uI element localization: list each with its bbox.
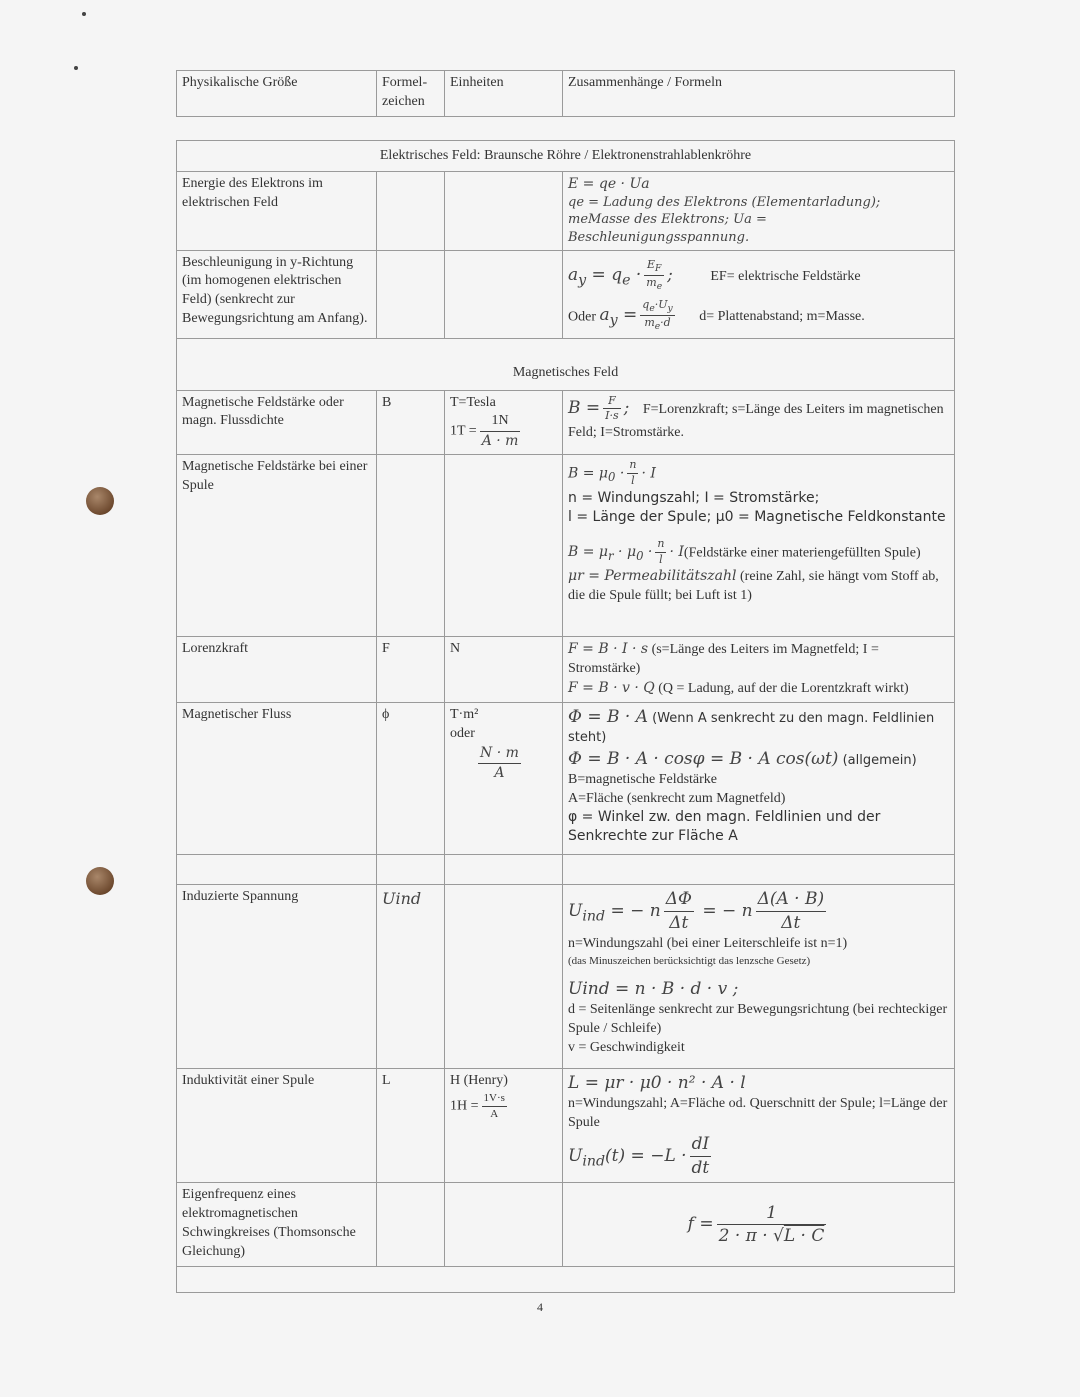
formula: E = qe · Ua — [568, 176, 650, 192]
formula: μr = Permeabilitätszahl — [568, 568, 737, 585]
table-row — [177, 172, 955, 251]
unit-text: oder — [450, 725, 475, 741]
symbol-cell — [377, 1183, 445, 1267]
formula-note: φ = Winkel zw. den magn. Feldlinien und der Senkrechte zur Fläche A — [568, 809, 881, 845]
formula-cell — [563, 702, 955, 854]
quantity-name: Lorenzkraft — [177, 637, 377, 703]
table-row-empty — [177, 854, 955, 884]
unit-cell — [445, 1183, 563, 1267]
table-row — [177, 250, 955, 338]
quantity-name: Eigenfrequenz eines elektromagnetischen Schwingkreises (Thomsonsche Gleichung) — [177, 1183, 377, 1267]
symbol-cell — [377, 455, 445, 637]
table-row — [177, 637, 955, 703]
formula-note: A=Fläche (senkrecht zum Magnetfeld) — [568, 790, 786, 806]
formula-note: n=Windungszahl; A=Fläche od. Querschnitt der Spule; l=Länge der Spule — [568, 1095, 948, 1130]
or-label: Oder — [568, 309, 596, 325]
symbol-cell: ϕ — [377, 702, 445, 854]
quantity-name: Magnetischer Fluss — [177, 702, 377, 854]
unit-cell: N — [445, 637, 563, 703]
physics-table — [176, 140, 955, 1293]
formula: Φ = B · A · cosφ = B · A cos(ωt) — [568, 748, 839, 769]
formula-note: d= Plattenabstand; m=Masse. — [699, 309, 865, 325]
punch-hole — [86, 867, 114, 895]
formula-cell — [563, 1068, 955, 1183]
quantity-name: Magnetische Feldstärke oder magn. Flussdichte — [177, 390, 377, 455]
unit-cell — [445, 702, 563, 854]
formula: $B = \mu_r \cdot \mu_0$ · $\frac{n}{l}$ · I — [568, 536, 684, 566]
formula: $U_{ind}$ = − n $\frac{\Delta\Phi}{\Delta t}$ = − n $\frac{\Delta(A \cdot B)}{\Delta t}$ — [568, 888, 825, 933]
formula-note: d = Seitenlänge senkrecht zur Bewegungsrichtung (bei rechteckiger Spule / Schleife) — [568, 1002, 948, 1037]
formula-note: EF= elektrische Feldstärke — [710, 269, 861, 285]
formula: $a_y$ = $\frac{q_e\cdot U_y}{m_e\cdot d}$ — [599, 297, 673, 333]
formula-cell — [563, 637, 955, 703]
unit-text: H (Henry) — [450, 1072, 508, 1088]
unit-text: T·m² — [450, 706, 479, 722]
header-table — [176, 70, 955, 117]
quantity-name: Magnetische Feldstärke bei einer Spule — [177, 455, 377, 637]
formula-note: meMasse des Elektrons; Ua = Beschleunigungsspannung. — [568, 212, 767, 245]
punch-hole — [86, 487, 114, 515]
unit-cell — [445, 884, 563, 1068]
table-row — [177, 455, 955, 637]
formula: Uind = n · B · d · v ; — [568, 979, 739, 1000]
formula-note: (s=Länge des Leiters im Magnetfeld; I = Stromstärke) — [568, 642, 879, 677]
quantity-name: Induzierte Spannung — [177, 884, 377, 1068]
formula: F = B · I · s — [568, 641, 649, 658]
formula: Φ = B · A — [568, 706, 648, 727]
symbol-cell — [377, 250, 445, 338]
section-electric-field: Elektrisches Feld: Braunsche Röhre / Elektronenstrahlablenkröhre — [177, 141, 955, 172]
formula: B = $\frac{F}{I\cdot s}$ ; — [568, 393, 630, 423]
unit-formula: 1T = $\frac{1N}{A \cdot m}$ — [450, 413, 519, 450]
formula-note: (reine Zahl, sie hängt vom Stoff ab, die die Spule füllt; bei Luft ist 1) — [568, 569, 939, 604]
formula-cell — [563, 455, 955, 637]
table-row — [177, 884, 955, 1068]
unit-formula: 1H = $\frac{1V\cdot s}{A}$ — [450, 1091, 505, 1120]
formula-note: n = Windungszahl; I = Stromstärke; — [568, 489, 820, 506]
formula: F = B · v · Q — [568, 679, 655, 696]
formula: $a_y = q_e$ · $\frac{E_F}{m_e}$ ; — [568, 257, 673, 293]
formula-cell — [563, 390, 955, 455]
formula-note: (das Minuszeichen berücksichtigt das lenzsche Gesetz) — [568, 954, 811, 967]
table-row — [177, 702, 955, 854]
formula: $U_{ind}(t) = -L$ · $\frac{dI}{dt}$ — [568, 1133, 710, 1178]
formula-note: F=Lorenzkraft; s=Länge des Leiters im magnetischen Feld; I=Stromstärke. — [568, 402, 944, 441]
formula-cell — [563, 884, 955, 1068]
table-row — [177, 390, 955, 455]
formula-note: qe = Ladung des Elektrons (Elementarladung); — [568, 194, 881, 210]
formula-cell — [563, 172, 955, 251]
formula: f = $\frac{1}{2 \cdot \pi \cdot √L \cdot C}$ — [687, 1202, 825, 1247]
unit-cell — [445, 390, 563, 455]
symbol-cell: Uind — [377, 884, 445, 1068]
formula-cell — [563, 250, 955, 338]
formula-note: (Q = Ladung, auf der die Lorentzkraft wirkt) — [654, 680, 909, 696]
formula-note: B=magnetische Feldstärke — [568, 771, 718, 787]
formula: $B = \mu_0$ · $\frac{n}{l}$ · I — [568, 458, 656, 488]
table-row — [177, 1068, 955, 1183]
formula-note: (Wenn A senkrecht zu den magn. Feldlinien steht) — [568, 710, 935, 745]
formula: L = μr · μ0 · n² · A · l — [568, 1072, 746, 1093]
symbol-cell: B — [377, 390, 445, 455]
formula-note: v = Geschwindigkeit — [568, 1040, 685, 1056]
unit-cell — [445, 172, 563, 251]
formula-note: (allgemein) — [838, 752, 917, 768]
table-row — [177, 1183, 955, 1267]
formula-note: (Feldstärke einer materiengefüllten Spule) — [683, 545, 921, 561]
symbol-cell — [377, 172, 445, 251]
header-formulas: Zusammenhänge / Formeln — [563, 71, 955, 117]
scan-speck — [74, 66, 78, 70]
unit-cell — [445, 455, 563, 637]
symbol-cell: L — [377, 1068, 445, 1183]
formula-note: n=Windungszahl (bei einer Leiterschleife ist n=1) — [568, 935, 848, 951]
formula-note: l = Länge der Spule; μ0 = Magnetische Feldkonstante — [568, 508, 946, 525]
unit-cell — [445, 1068, 563, 1183]
unit-text: T=Tesla — [450, 394, 496, 410]
header-units: Einheiten — [445, 71, 563, 117]
quantity-name: Energie des Elektrons im elektrischen Feld — [177, 172, 377, 251]
unit-formula: $\frac{N \cdot m}{A}$ — [480, 744, 519, 781]
section-magnetic-field: Magnetisches Feld — [177, 338, 955, 390]
header-symbol: Formel- zeichen — [377, 71, 445, 117]
table-footer-row — [177, 1267, 955, 1293]
header-quantity: Physikalische Größe — [177, 71, 377, 117]
scan-speck — [82, 12, 86, 16]
quantity-name: Beschleunigung in y-Richtung (im homogenen elektrischen Feld) (senkrecht zur Bewegungsrichtung am Anfang). — [177, 250, 377, 338]
symbol-cell: F — [377, 637, 445, 703]
unit-cell — [445, 250, 563, 338]
formula-cell — [563, 1183, 955, 1267]
quantity-name: Induktivität einer Spule — [177, 1068, 377, 1183]
page-number: 4 — [537, 1300, 543, 1314]
